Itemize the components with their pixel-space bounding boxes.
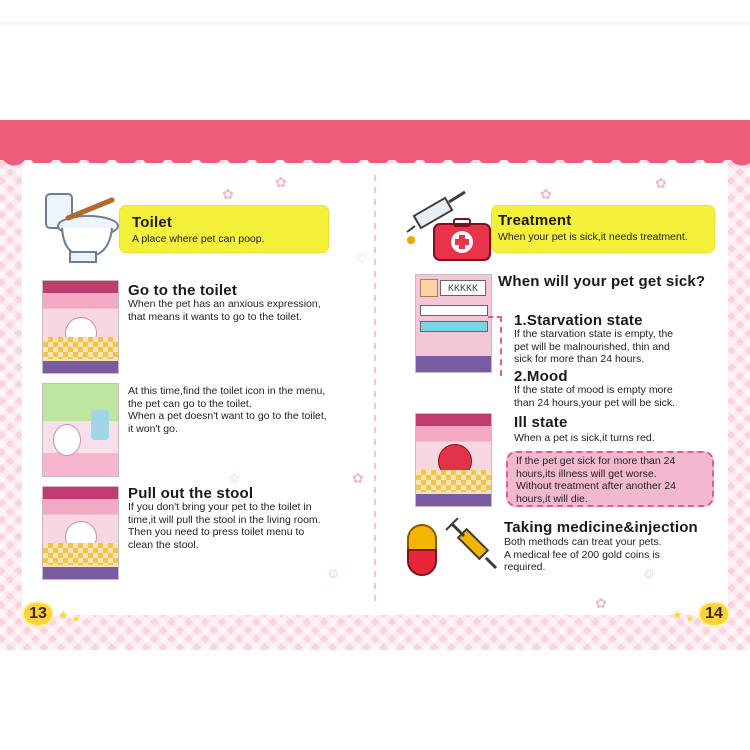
flower-doodle-icon: ✿: [540, 186, 552, 202]
text-line: than 24 hours,your pet will be sick.: [514, 396, 676, 409]
mood-bar: [420, 321, 488, 332]
medicine-text: [504, 536, 662, 574]
text-line: hours,it will die.: [516, 492, 588, 505]
star-doodle-icon: ☆: [228, 470, 241, 486]
warning-text: [516, 455, 676, 505]
go-to-toilet-title: Go to the toilet: [128, 282, 238, 299]
star-icon: ★: [672, 608, 683, 622]
star-icon: ★: [686, 614, 695, 624]
flower-doodle-icon: ✿: [275, 174, 287, 190]
injection-syringe-icon: [442, 518, 498, 574]
text-line: pet will be malnourished, thin and: [514, 340, 670, 353]
toilet-title: Toilet: [132, 214, 173, 231]
pet-screen-ill: [415, 413, 492, 507]
starvation-text: [514, 328, 673, 366]
pet-screen-anxious: [42, 280, 119, 374]
flower-doodle-icon: ✿: [595, 595, 607, 611]
treatment-subtitle: When your pet is sick,it needs treatment.: [498, 231, 688, 243]
medicine-title: Taking medicine&injection: [504, 519, 698, 536]
page-number-left: 13: [24, 603, 52, 625]
screen-menu-bar: [416, 356, 491, 372]
page-number-right: 14: [700, 603, 728, 625]
text-line: sick for more than 24 hours.: [514, 353, 645, 365]
pet-status-screen: [415, 274, 492, 373]
mood-title: 2.Mood: [514, 368, 568, 385]
text-line: A medical fee of 200 gold coins is: [504, 548, 660, 561]
starvation-title: 1.Starvation state: [514, 312, 643, 329]
text-line: When the pet has an anxious expression,: [128, 298, 321, 310]
sick-question: When will your pet get sick?: [498, 273, 706, 290]
toilet-menu-text: [128, 385, 327, 435]
pet-screen-toilet-room: [42, 383, 119, 477]
text-line: At this time,find the toilet icon in the menu,: [128, 385, 326, 397]
heart-doodle-icon: ♡: [355, 250, 368, 266]
star-icon: ★: [58, 608, 69, 622]
pointer-line: [488, 316, 502, 376]
pet-face-icon: [420, 279, 438, 297]
text-line: the pet can go to the toilet.: [128, 397, 252, 410]
ill-subtitle: When a pet is sick,it turns red.: [514, 432, 655, 444]
text-line: If the state of mood is empty more: [514, 384, 673, 396]
pull-stool-title: Pull out the stool: [128, 485, 254, 502]
pet-screen-stool: [42, 486, 119, 580]
go-to-toilet-text: [128, 298, 321, 323]
page-divider: [374, 175, 376, 605]
text-line: Without treatment after another 24: [516, 480, 676, 492]
toilet-subtitle: A place where pet can poop.: [132, 233, 265, 245]
ill-title: Ill state: [514, 414, 568, 431]
flower-doodle-icon: ✿: [222, 186, 234, 202]
mood-text: [514, 384, 675, 409]
star-icon: ★: [72, 614, 81, 624]
text-line: clean the stool.: [128, 538, 199, 551]
flower-doodle-icon: ✿: [655, 175, 667, 191]
flower-doodle-icon: ✿: [352, 470, 364, 486]
text-line: Then you need to press toilet menu to: [128, 526, 305, 538]
top-shadow-line: [0, 22, 750, 28]
smile-doodle-icon: ☺: [642, 565, 657, 581]
toilet-icon: [40, 188, 122, 270]
text-line: When a pet doesn't want to go to the toilet,: [128, 410, 327, 422]
text-line: hours,its illness will get worse.: [516, 467, 657, 480]
text-line: it won't go.: [128, 422, 178, 435]
text-line: If the pet get sick for more than 24: [516, 455, 676, 467]
pet-name-label: KKKKK: [440, 280, 486, 296]
text-line: If you don't bring your pet to the toilet in: [128, 501, 312, 513]
text-line: that means it wants to go to the toilet.: [128, 310, 302, 323]
fish-doodle-icon: ☺: [326, 565, 341, 581]
text-line: required.: [504, 561, 546, 573]
treatment-title: Treatment: [498, 212, 572, 229]
medical-kit-icon: [432, 218, 492, 262]
pull-stool-text: [128, 501, 321, 551]
starvation-bar: [420, 305, 488, 316]
text-line: Both methods can treat your pets.: [504, 536, 662, 548]
text-line: If the starvation state is empty, the: [514, 328, 674, 340]
pill-capsule-icon: [405, 522, 439, 578]
text-line: time,it will pull the stool in the living room.: [128, 513, 321, 526]
